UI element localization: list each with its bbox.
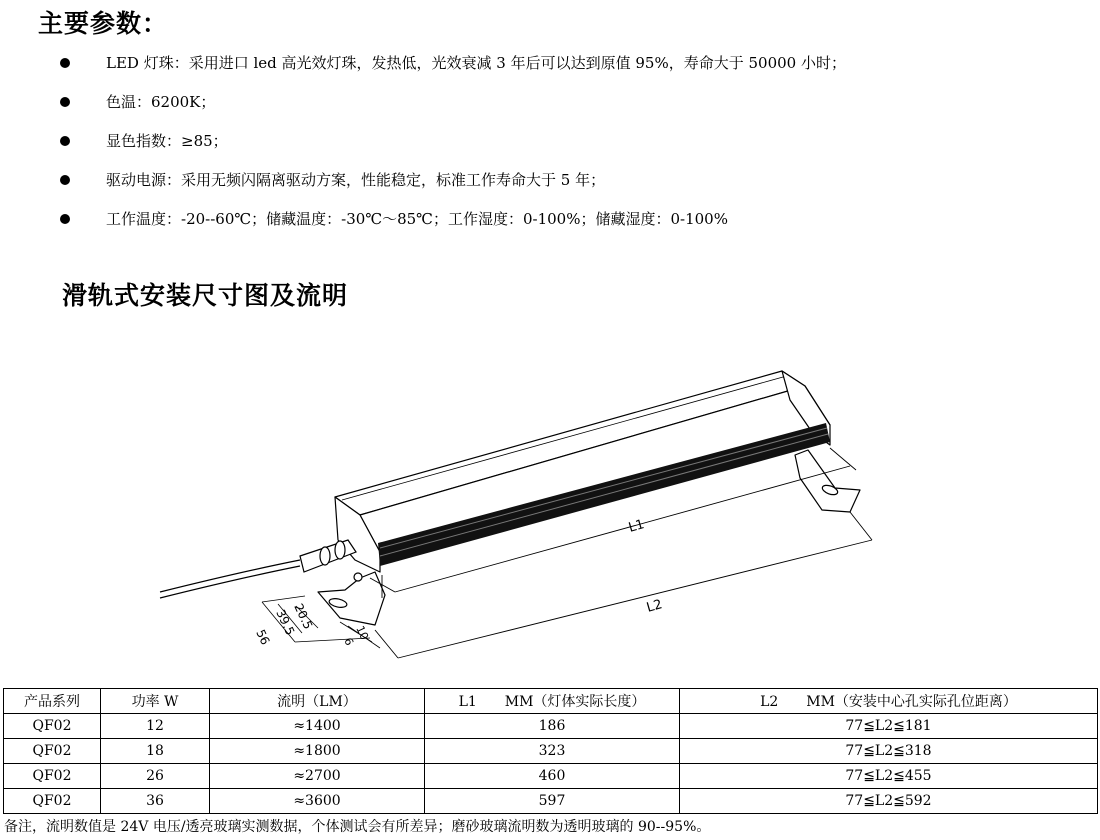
param-text: 色温：6200K； xyxy=(106,93,216,111)
cell-l1: 597 xyxy=(425,789,680,814)
cell-power: 18 xyxy=(101,739,210,764)
param-driver xyxy=(56,165,846,204)
cell-power: 36 xyxy=(101,789,210,814)
cell-l2: 77≦L2≦181 xyxy=(680,714,1098,739)
cell-l2: 77≦L2≦455 xyxy=(680,764,1098,789)
bullet-icon xyxy=(60,97,70,107)
param-temperature xyxy=(56,204,846,243)
cell-power: 12 xyxy=(101,714,210,739)
l1-label: L1 xyxy=(626,517,647,536)
table-row xyxy=(4,739,1098,764)
table-header-row xyxy=(4,689,1098,714)
cell-series: QF02 xyxy=(4,789,101,814)
col-l1: L1 MM（灯体实际长度） xyxy=(425,689,680,714)
cell-series: QF02 xyxy=(4,739,101,764)
dim-39-5-label: 39.5 xyxy=(273,607,298,638)
cell-l1: 460 xyxy=(425,764,680,789)
cell-lumen: ≈1400 xyxy=(210,714,425,739)
dim-10-label: 10 xyxy=(353,623,371,642)
footnote: 备注，流明数值是 24V 电压/透亮玻璃实测数据，个体测试会有所差异；磨砂玻璃流明数为透明玻璃的 90--95%。 xyxy=(4,819,711,835)
param-led xyxy=(56,48,846,87)
bullet-icon xyxy=(60,136,70,146)
cell-series: QF02 xyxy=(4,714,101,739)
lamp-front-face xyxy=(360,386,830,552)
params-list xyxy=(56,48,846,243)
param-cri xyxy=(56,126,846,165)
right-bracket xyxy=(795,450,860,512)
cell-l1: 186 xyxy=(425,714,680,739)
left-bracket xyxy=(318,572,385,625)
table-row xyxy=(4,764,1098,789)
cell-series: QF02 xyxy=(4,764,101,789)
table-row xyxy=(4,789,1098,814)
param-text: 工作温度：-20--60℃；储藏温度：-30℃～85℃；工作湿度：0-100%；储藏湿度：0-100% xyxy=(106,210,728,228)
cell-lumen: ≈1800 xyxy=(210,739,425,764)
col-series: 产品系列 xyxy=(4,689,101,714)
cell-l2: 77≦L2≦318 xyxy=(680,739,1098,764)
cell-l1: 323 xyxy=(425,739,680,764)
col-l2: L2 MM（安装中心孔实际孔位距离） xyxy=(680,689,1098,714)
dim-6-label: 6 xyxy=(341,635,357,648)
col-power: 功率 W xyxy=(101,689,210,714)
spec-table xyxy=(3,688,1098,814)
param-text: 显色指数：≥85； xyxy=(106,132,228,150)
main-params-title: 主要参数： xyxy=(38,9,169,38)
dim-56-label: 56 xyxy=(253,627,273,648)
param-text: 驱动电源：采用无频闪隔离驱动方案，性能稳定，标准工作寿命大于 5 年； xyxy=(106,171,606,189)
col-lumen: 流明（LM） xyxy=(210,689,425,714)
bullet-icon xyxy=(60,58,70,68)
cell-l2: 77≦L2≦592 xyxy=(680,789,1098,814)
l2-label: L2 xyxy=(644,597,665,616)
table-row xyxy=(4,714,1098,739)
bullet-icon xyxy=(60,175,70,185)
cell-lumen: ≈2700 xyxy=(210,764,425,789)
lamp-dimension-drawing xyxy=(0,340,1100,680)
param-text: LED 灯珠：采用进口 led 高光效灯珠，发热低，光效衰减 3 年后可以达到原值 95%，寿命大于 50000 小时； xyxy=(106,54,846,72)
power-cable xyxy=(160,540,356,598)
dim-20-5-label: 20.5 xyxy=(291,601,316,632)
bullet-icon xyxy=(60,214,70,224)
drawing-section-title: 滑轨式安装尺寸图及流明 xyxy=(62,281,349,310)
cell-lumen: ≈3600 xyxy=(210,789,425,814)
param-color-temp xyxy=(56,87,846,126)
cell-power: 26 xyxy=(101,764,210,789)
